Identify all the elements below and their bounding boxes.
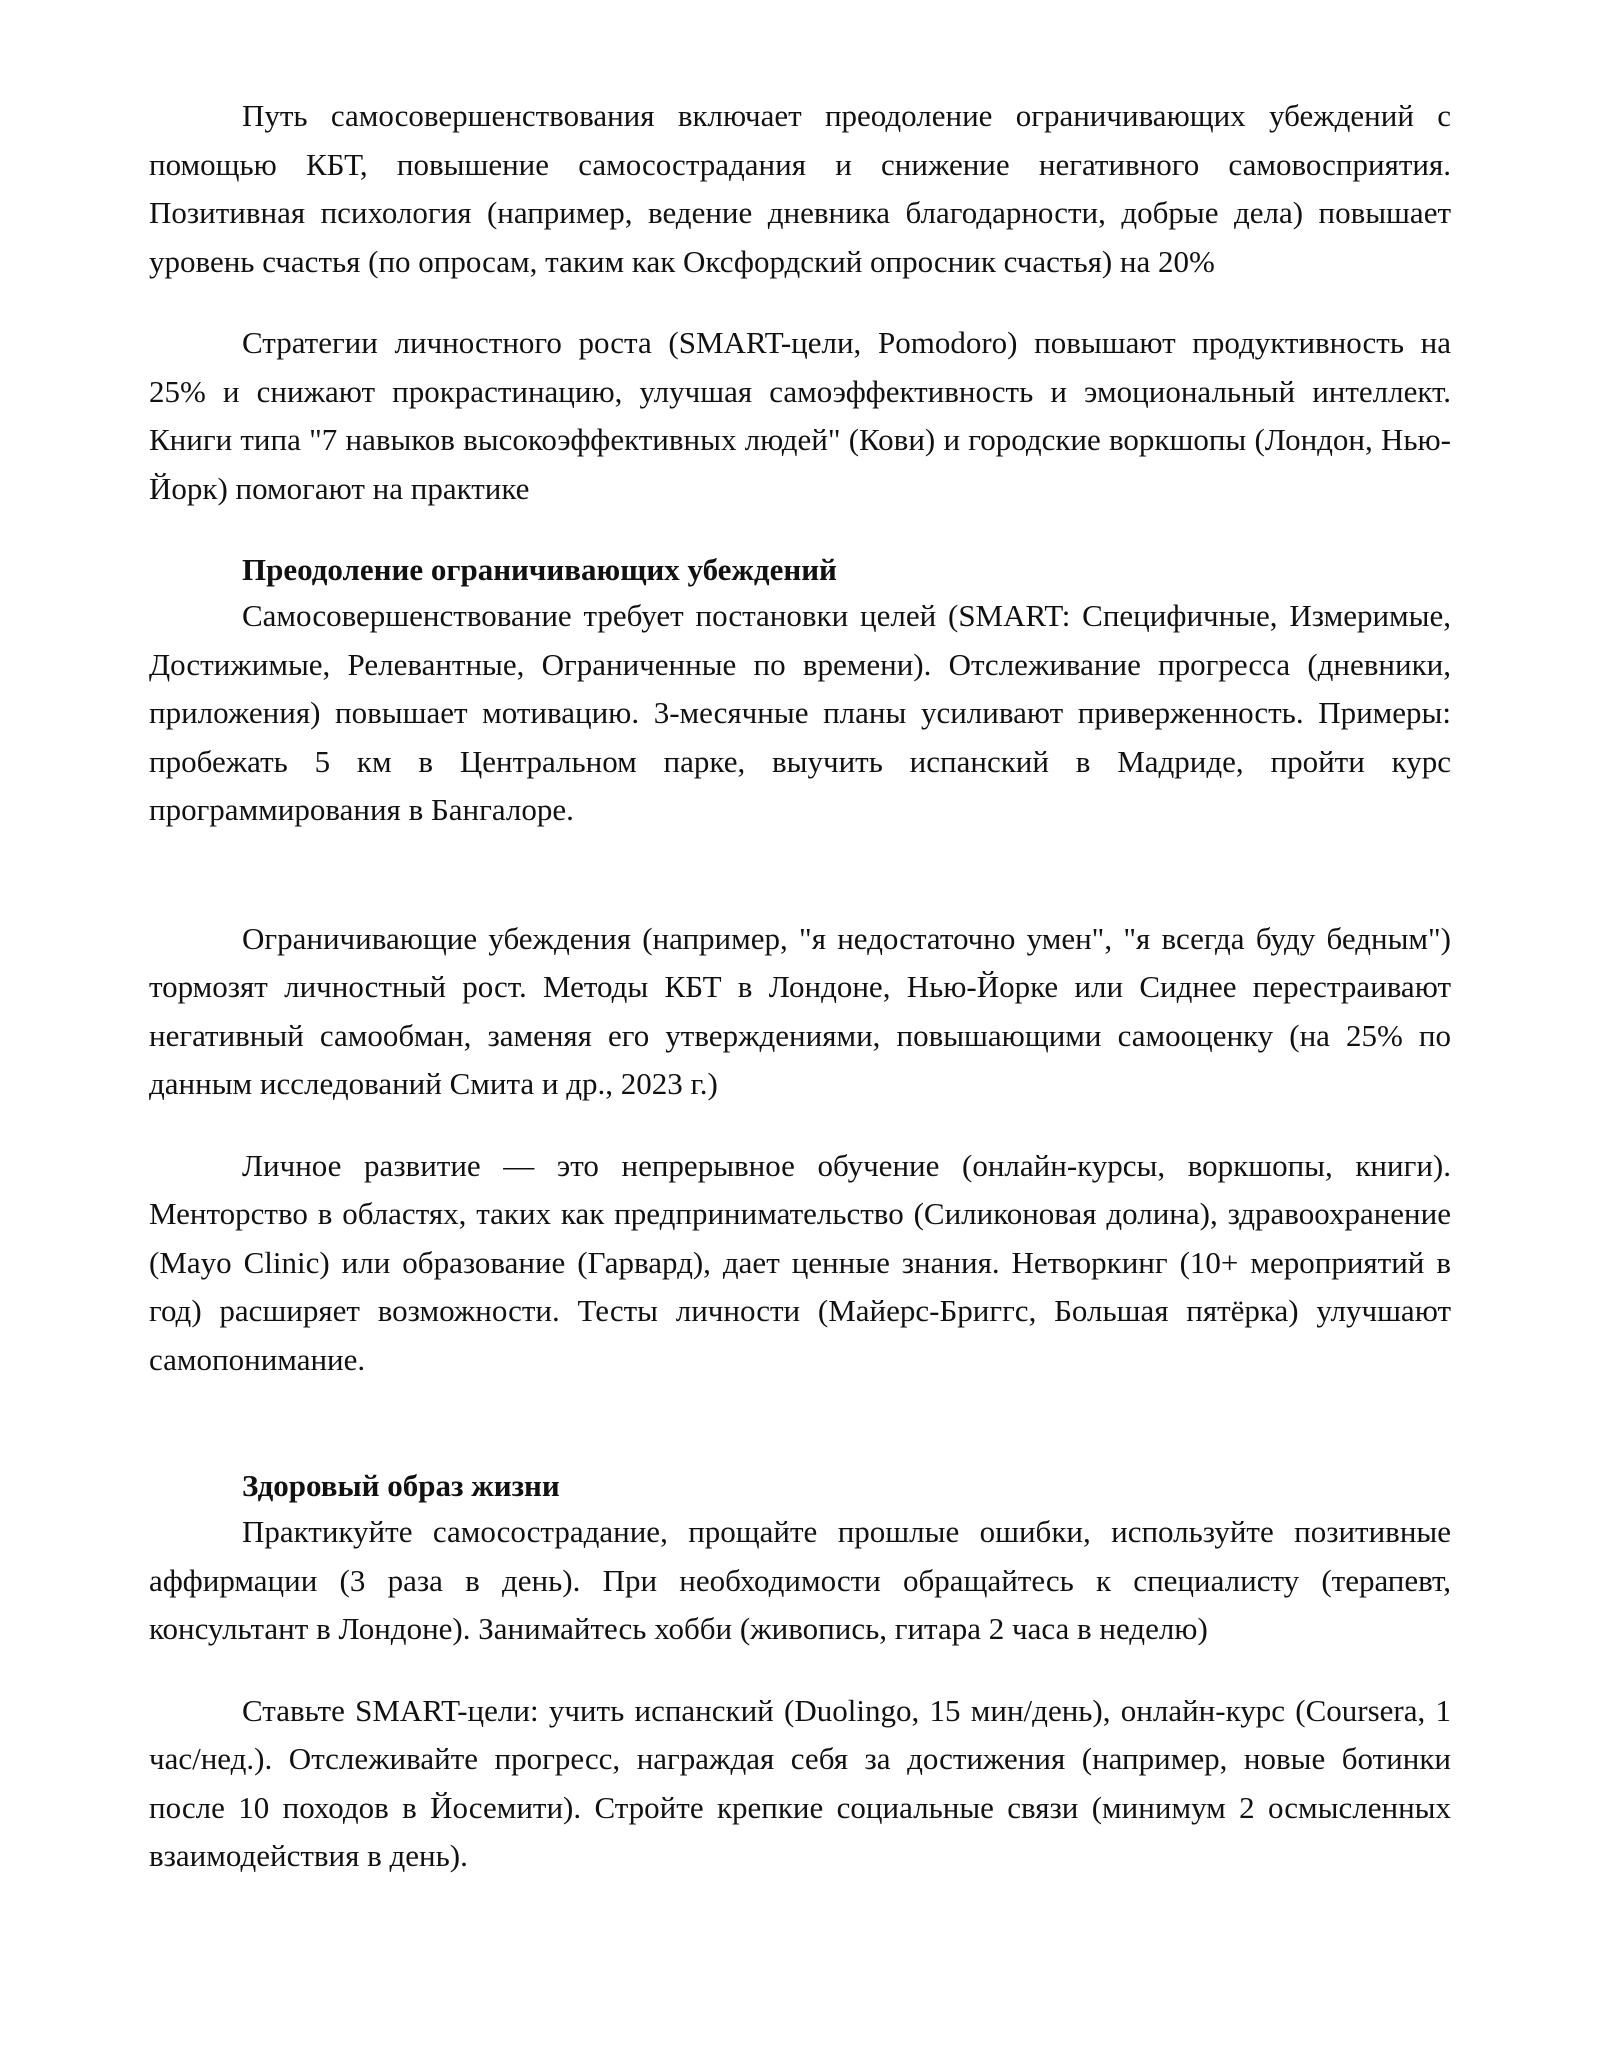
paragraph-spacer: [149, 1384, 1451, 1464]
paragraph-self-compassion: Практикуйте самосострадание, прощайте прошлые ошибки, используйте позитивные аффирмации (3 раза в день). При необходимости обращайтесь к специалисту (терапевт, консультант в Лондоне). Занимайтесь хобби (живопись, гитара 2 часа в неделю): [149, 1514, 1451, 1646]
paragraph-spacer: [149, 1654, 1451, 1687]
paragraph-spacer: [149, 513, 1451, 548]
paragraph-self-improvement: Путь самосовершенствования включает преодоление ограничивающих убеждений с помощью КБТ, повышение самосострадания и снижение негативного самовосприятия. Позитивная психология (например, ведение дневника благодарности, добрые дела) повышает уровень счастья (по опросам, таким как Оксфордский опросник счастья) на 20%: [149, 98, 1451, 279]
paragraph-limiting-beliefs: Ограничивающие убеждения (например, "я недостаточно умен", "я всегда буду бедным") тормозят личностный рост. Методы КБТ в Лондоне, Нью-Йорке или Сиднее перестраивают негативный самообман, заменяя его утверждениями, повышающими самооценку (на 25% по данным исследований Смита и др., 2023 г.): [149, 920, 1451, 1101]
paragraph-spacer: [149, 1109, 1451, 1142]
document-page: [149, 92, 1451, 1881]
section-heading-healthy-lifestyle: Здоровый образ жизни: [242, 1468, 560, 1503]
paragraph-spacer: [149, 286, 1451, 319]
section-heading-beliefs: Преодоление ограничивающих убеждений: [242, 552, 837, 587]
paragraph-growth-strategies: Стратегии личностного роста (SMART-цели, Pomodoro) повышают продуктивность на 25% и снижают прокрастинацию, улучшая самоэффективность и эмоциональный интеллект. Книги типа "7 навыков высокоэффективных людей" (Кови) и городские воркшопы (Лондон, Нью-Йорк) помогают на практике: [149, 325, 1451, 506]
paragraph-personal-development: Личное развитие — это непрерывное обучение (онлайн-курсы, воркшопы, книги). Менторство в областях, таких как предпринимательство (Силиконовая долина), здравоохранение (Mayo Clinic) или образование (Гарвард), дает ценные знания. Нетворкинг (10+ мероприятий в год) расширяет возможности. Тесты личности (Майерс-Бриггс, Большая пятёрка) улучшают самопонимание.: [149, 1147, 1451, 1377]
paragraph-smart-goals: Ставьте SMART-цели: учить испанский (Duolingo, 15 мин/день), онлайн-курс (Coursera, 1 час/нед.). Отслеживайте прогресс, награждая себя за достижения (например, новые ботинки после 10 походов в Йосемити). Стройте крепкие социальные связи (минимум 2 осмысленных взаимодействия в день).: [149, 1692, 1451, 1873]
paragraph-goal-setting: Самосовершенствование требует постановки целей (SMART: Специфичные, Измеримые, Достижимые, Релевантные, Ограниченные по времени). Отслеживание прогресса (дневники, приложения) повышает мотивацию. 3-месячные планы усиливают приверженность. Примеры: пробежать 5 км в Центральном парке, выучить испанский в Мадриде, пройти курс программирования в Бангалоре.: [149, 598, 1451, 827]
paragraph-spacer: [149, 835, 1451, 915]
